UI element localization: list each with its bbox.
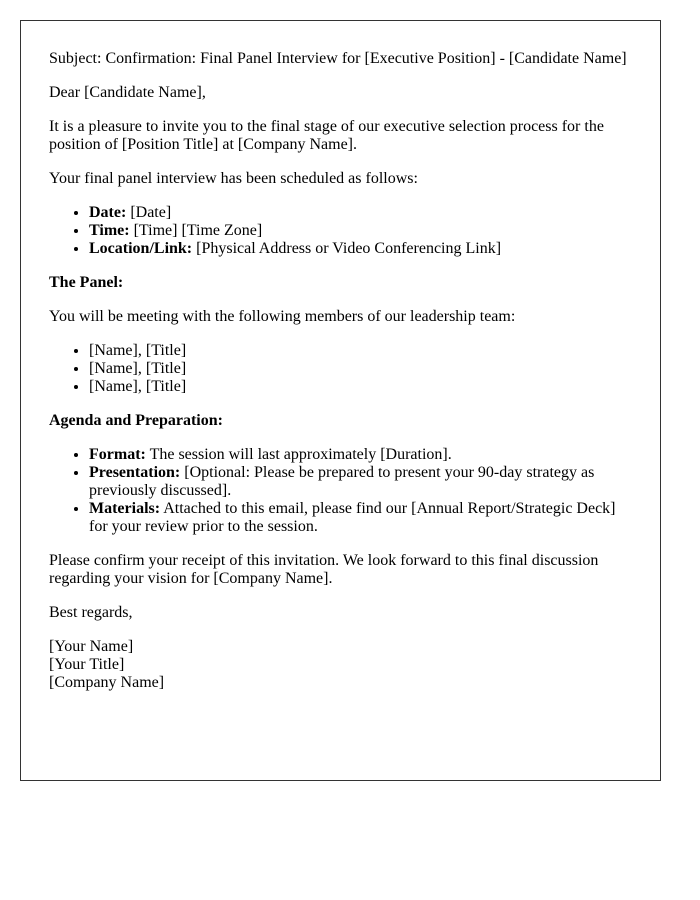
agenda-item-presentation: [89, 464, 632, 500]
panel-heading: The Panel:: [49, 274, 124, 291]
schedule-label: Date:: [89, 204, 127, 221]
panel-member: • [Name], [Title]: [89, 378, 632, 396]
schedule-value: [Physical Address or Video Conferencing Link]: [192, 240, 502, 257]
agenda-heading: Agenda and Preparation:: [49, 412, 223, 429]
schedule-item-time: [89, 222, 632, 240]
signature-company: [Company Name]: [49, 674, 165, 691]
schedule-list: [49, 204, 632, 258]
agenda-label: Format:: [89, 446, 146, 463]
agenda-value: The session will last approximately [Duration].: [145, 446, 452, 463]
schedule-label: Location/Link:: [89, 240, 193, 257]
panel-intro: You will be meeting with the following members of our leadership team:: [49, 308, 516, 325]
agenda-list: [49, 446, 632, 536]
letter-container: [20, 20, 661, 781]
intro-paragraph: It is a pleasure to invite you to the final stage of our executive selection process for the position of [Position Title] at [Company Name].: [49, 118, 604, 153]
schedule-value: [Date]: [126, 204, 172, 221]
sign-off: Best regards,: [49, 604, 133, 621]
agenda-item-materials: [89, 500, 632, 536]
signature-title: [Your Title]: [49, 656, 125, 673]
greeting: Dear [Candidate Name],: [49, 84, 206, 101]
panel-members-list: [49, 342, 632, 396]
agenda-value: [Optional: Please be prepared to present your 90-day strategy as previously discussed].: [89, 464, 595, 499]
closing-paragraph: Please confirm your receipt of this invitation. We look forward to this final discussion regarding your vision for [Company Name].: [49, 552, 599, 587]
agenda-label: Materials:: [89, 500, 161, 517]
signature-name: [Your Name]: [49, 638, 134, 655]
signature-block: [49, 638, 632, 692]
agenda-item-format: [89, 446, 632, 464]
schedule-item-location: [89, 240, 632, 258]
schedule-label: Time:: [89, 222, 130, 239]
subject-line: Subject: Confirmation: Final Panel Interview for [Executive Position] - [Candidate Name]: [49, 50, 627, 67]
panel-member: • [Name], [Title]: [89, 360, 632, 378]
schedule-intro: Your final panel interview has been scheduled as follows:: [49, 170, 418, 187]
schedule-item-date: [89, 204, 632, 222]
agenda-value: Attached to this email, please find our [Annual Report/Strategic Deck] for your review prior to the session.: [89, 500, 616, 535]
agenda-label: Presentation:: [89, 464, 181, 481]
schedule-value: [Time] [Time Zone]: [129, 222, 263, 239]
panel-member: • [Name], [Title]: [89, 342, 632, 360]
